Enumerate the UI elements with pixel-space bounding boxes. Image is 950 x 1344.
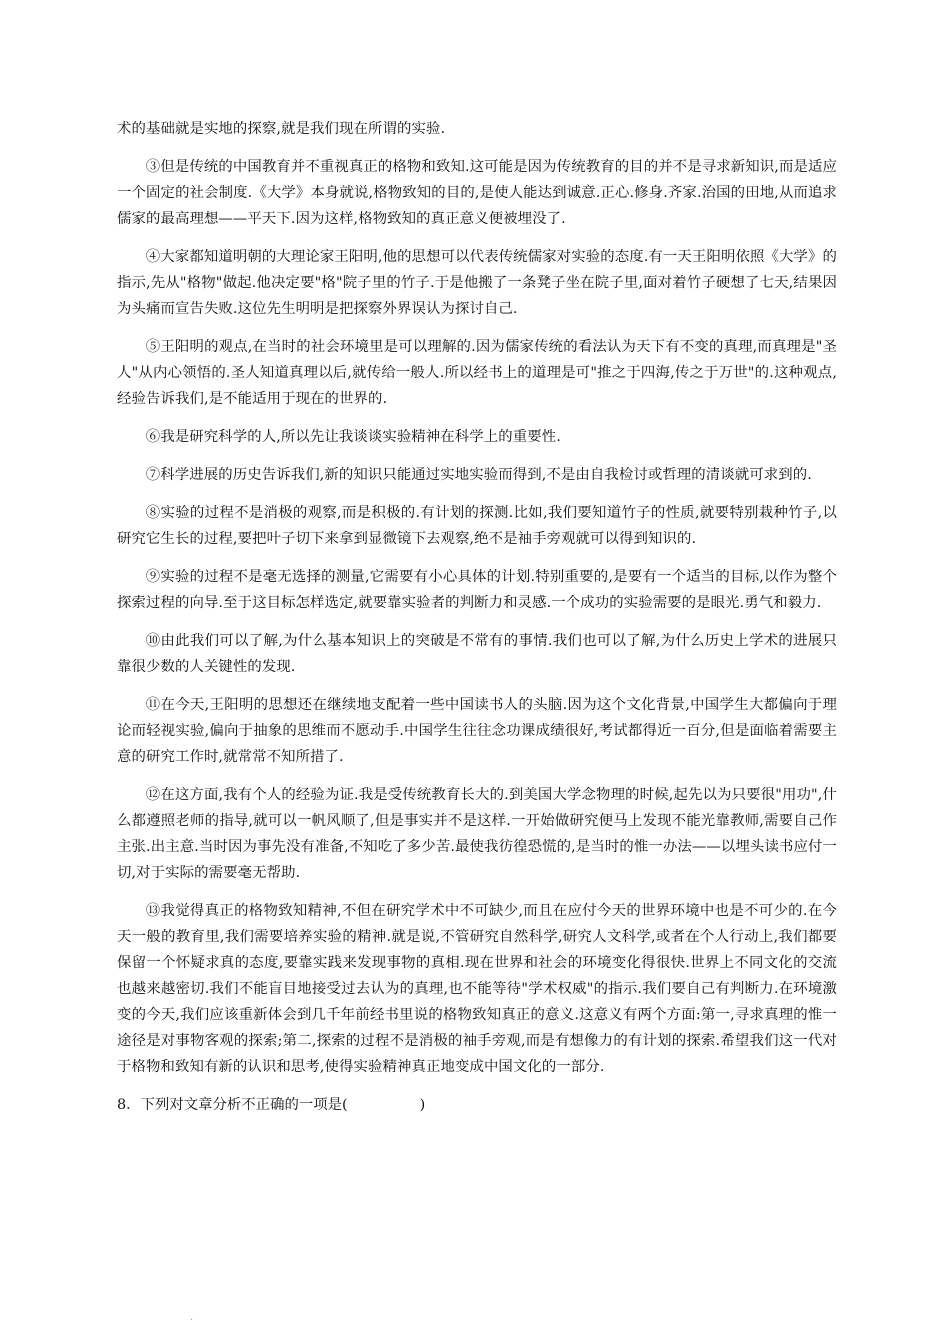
paragraph-10: ⑩由此我们可以了解,为什么基本知识上的突破是不常有的事情.我们也可以了解,为什么历史上学术的进展只靠很少数的人关键性的发现. <box>117 633 837 675</box>
paragraph-8: ⑧实验的过程不是消极的观察,而是积极的.有计划的探测.比如,我们要知道竹子的性质,就要特别栽种竹子,以研究它生长的过程,要把叶子切下来拿到显微镜下去观察,绝不是袖手旁观就可以得到知识的. <box>117 505 837 547</box>
paragraph-3: ③但是传统的中国教育并不重视真正的格物和致知.这可能是因为传统教育的目的并不是寻求新知识,而是适应一个固定的社会制度.《大学》本身就说,格物致知的目的,是使人能达到诚意.正心.修身.齐家.治国的田地,从而追求儒家的最高理想——平天下.因为这样,格物致知的真正意义便被埋没了. <box>117 159 837 227</box>
paragraph-13: ⑬我觉得真正的格物致知精神,不但在研究学术中不可缺少,而且在应付今天的世界环境中也是不可少的.在今天一般的教育里,我们需要培养实验的精神.就是说,不管研究自然科学,研究人文科学,或者在个人行动上,我们都要保留一个怀疑求真的态度,要靠实践来发现事物的真相.现在世界和社会的环境变化得很快.世界上不同文化的交流也越来越密切.我们不能盲目地接受过去认为的真理,也不能等待"学术权威"的指示.我们要自己有判断力.在环境激变的今天,我们应该重新体会到几千年前经书里说的格物致知真正的意义.这意义有两个方面:第一,寻求真理的惟一途径是对事物客观的探索;第二,探索的过程不是消极的袖手旁观,而是有想像力的有计划的探索.希望我们这一代对于格物和致知有新的认识和思考,使得实验精神真正地变成中国文化的一部分. <box>117 903 837 1075</box>
paragraph-5: ⑤王阳明的观点,在当时的社会环境里是可以理解的.因为儒家传统的看法认为天下有不变的真理,而真理是"圣人"从内心领悟的.圣人知道真理以后,就传给一般人.所以经书上的道理是可"推之于四海,传之于万世"的.这种观点,经验告诉我们,是不能适用于现在的世界的. <box>117 339 837 407</box>
paragraph-11: ⑪在今天,王阳明的思想还在继续地支配着一些中国读书人的头脑.因为这个文化背景,中国学生大都偏向于理论而轻视实验,偏向于抽象的思维而不愿动手.中国学生往往念功课成绩很好,考试都得近一百分,但是面临着需要主意的研究工作时,就常常不知所措了. <box>117 697 837 765</box>
paragraph-9: ⑨实验的过程不是毫无选择的测量,它需要有小心具体的计划.特别重要的,是要有一个适当的目标,以作为整个探索过程的向导.至于这目标怎样选定,就要靠实验者的判断力和灵感.一个成功的实验需要的是眼光.勇气和毅力. <box>117 569 837 611</box>
paragraph-12: ⑫在这方面,我有个人的经验为证.我是受传统教育长大的.到美国大学念物理的时候,起先以为只要很"用功",什么都遵照老师的指导,就可以一帆风顺了,但是事实并不是这样.一开始做研究便马上发现不能光靠教师,需要自己作主张.出主意.当时因为事先没有准备,不知吃了多少苦.最使我彷徨恐慌的,是当时的惟一办法——以埋头读书应付一切,对于实际的需要毫无帮助. <box>117 787 837 881</box>
paragraph-7: ⑦科学进展的历史告诉我们,新的知识只能通过实地实验而得到,不是由自我检讨或哲理的清谈就可求到的. <box>145 467 812 483</box>
paragraph-continuation: 术的基础就是实地的探察,就是我们现在所谓的实验. <box>117 121 446 137</box>
question-8: 8．下列对文章分析不正确的一项是( ) <box>117 1097 426 1113</box>
paragraph-6: ⑥我是研究科学的人,所以先让我谈谈实验精神在科学上的重要性. <box>145 429 561 445</box>
paragraph-4: ④大家都知道明朝的大理论家王阳明,他的思想可以代表传统儒家对实验的态度.有一天王阳明依照《大学》的指示,先从"格物"做起.他决定要"格"院子里的竹子.于是他搬了一条凳子坐在院子里,面对着竹子硬想了七天,结果因为头痛而宣告失败.这位先生明明是把探察外界误认为探讨自己. <box>117 249 837 317</box>
article-body <box>117 116 837 1118</box>
footer-mark: . <box>190 1312 194 1323</box>
